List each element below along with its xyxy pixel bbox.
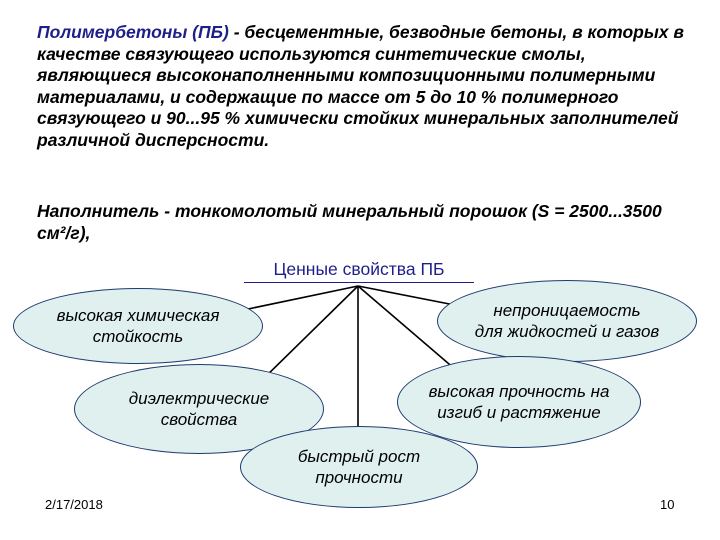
property-label: свойства bbox=[160, 410, 238, 429]
filler-paragraph: Наполнитель - тонкомолотый минеральный порошок (S = 2500...3500 см²/г), bbox=[37, 201, 662, 243]
property-impermeability bbox=[437, 280, 697, 362]
property-label: изгиб и растяжение bbox=[437, 403, 601, 422]
property-label: диэлектрические bbox=[128, 389, 270, 408]
property-label: для жидкостей и газов bbox=[474, 322, 660, 341]
property-label: высокая химическая bbox=[56, 306, 220, 325]
property-fast-strength-gain bbox=[240, 426, 478, 508]
property-chemical-resistance bbox=[13, 288, 263, 364]
definition-term: Полимербетоны (ПБ) bbox=[37, 22, 229, 42]
property-label: стойкость bbox=[92, 327, 184, 346]
page-number: 10 bbox=[660, 497, 675, 512]
property-label: непроницаемость bbox=[493, 301, 641, 320]
footer-date: 2/17/2018 bbox=[45, 497, 103, 512]
definition-text: - бесцементные, безводные бетоны, в которых в качестве связующего используются синтетические смолы, являющиеся высоконаполненными композиционными полимерными материалами, и содержащие по массе от 5 до 10 % полимерного связующего и 90...95 % химически стойких минеральных заполнителей различной дисперсности. bbox=[37, 22, 684, 150]
diagram-title: Ценные свойства ПБ bbox=[244, 258, 474, 283]
property-label: высокая прочность на bbox=[428, 382, 610, 401]
property-label: быстрый рост bbox=[297, 447, 421, 466]
connector-to-dielectric bbox=[258, 286, 358, 384]
property-label: прочности bbox=[315, 468, 403, 487]
